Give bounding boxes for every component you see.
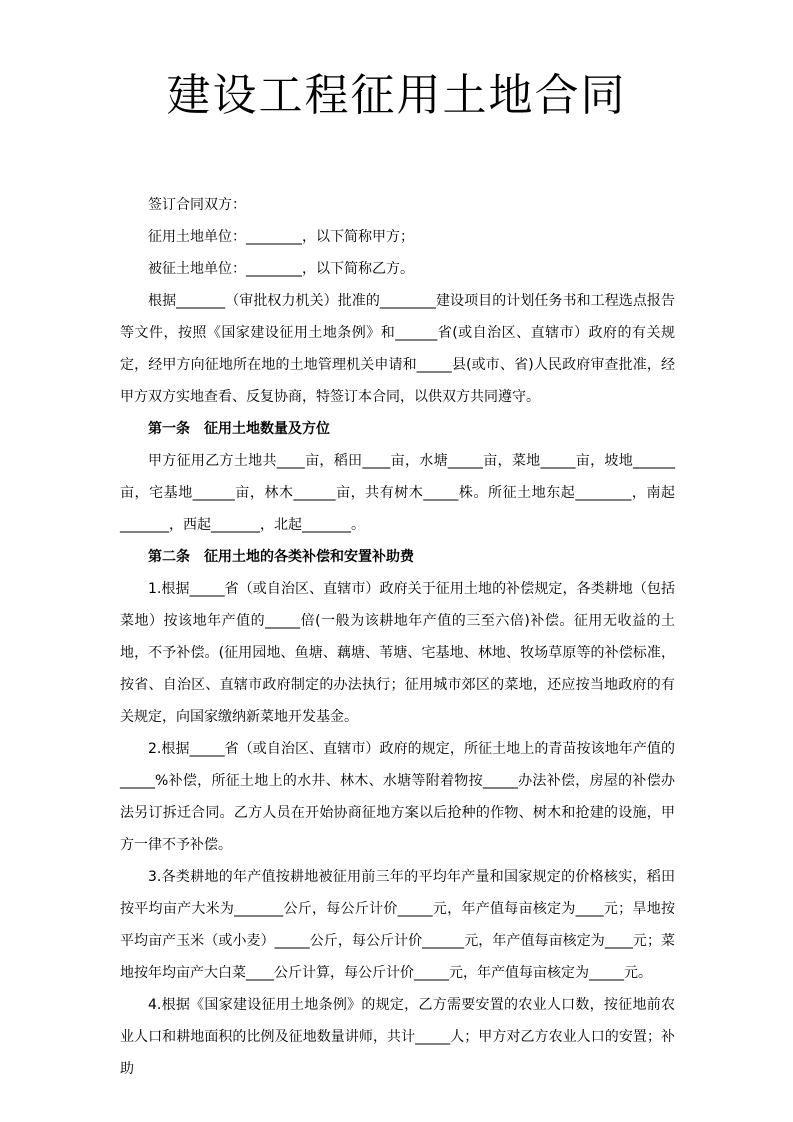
parties-intro: 签订合同双方： (148, 197, 246, 213)
article-2-heading: 第二条 征用土地的各类补偿和安置补助费 (148, 549, 414, 565)
document-title: 建设工程征用土地合同 (166, 70, 627, 121)
article-1-heading: 第一条 征用土地数量及方位 (148, 421, 330, 437)
party-a-line: 征用土地单位：________，以下简称甲方； (148, 229, 414, 245)
party-b-line: 被征土地单位：________，以下简称乙方。 (148, 261, 414, 277)
document-body (120, 189, 675, 1085)
article-1-paragraph: 甲方征用乙方土地共____亩，稻田____亩，水塘_____亩，菜地_____亩，坡地______亩，宅基地______亩，林木______亩，共有树木_____株。所征土地东起________，南起_______，西起_______，北起_______。 (120, 453, 675, 533)
article-2-clause-4: 4.根据《国家建设征用土地条例》的规定，乙方需要安置的农业人口数，按征地前农业人口和耕地面积的比例及征地数量讲师，共计_____人；甲方对乙方农业人口的安置；补助 (120, 997, 675, 1077)
preamble-paragraph: 根据_______（审批权力机关）批准的________建设项目的计划任务书和工程选点报告等文件，按照《国家建设征用土地条例》和______省(或自治区、直辖市）政府的有关规定，经甲方向征地所在地的土地管理机关申请和_____县(或市、省)人民政府审查批准，经甲方双方实地查看、反复协商，特签订本合同，以供双方共同遵守。 (120, 293, 675, 405)
article-2-clause-2: 2.根据_____省（或自治区、直辖市）政府的规定，所征土地上的青苗按该地年产值的_____%补偿，所征土地上的水井、林木、水塘等附着物按_____办法补偿，房屋的补偿办法另订拆迁合同。乙方人员在开始协商征地方案以后抢种的作物、树木和抢建的设施，甲方一律不予补偿。 (120, 741, 675, 853)
article-2-clause-3: 3.各类耕地的年产值按耕地被征用前三年的平均年产量和国家规定的价格核实，稻田按平均亩产大米为_______公斤，每公斤计价_____元，年产值每亩核定为____元；旱地按平均亩产玉米（或小麦）_____公斤，每公斤计价______元，年产值每亩核定为____元；菜地按年均亩产大白菜____公斤计算，每公斤计价_____元，年产值每亩核定为_____元。 (120, 869, 675, 981)
article-2-clause-1: 1.根据_____省（或自治区、直辖市）政府关于征用土地的补偿规定，各类耕地（包括菜地）按该地年产值的_____倍(一般为该耕地年产值的三至六倍)补偿。征用无收益的土地，不予补偿。(征用园地、鱼塘、藕塘、苇塘、宅基地、林地、牧场草原等的补偿标准，按省、自治区、直辖市政府制定的办法执行；征用城市郊区的菜地，还应按当地政府的有关规定，向国家缴纳新菜地开发基金。 (120, 581, 675, 725)
